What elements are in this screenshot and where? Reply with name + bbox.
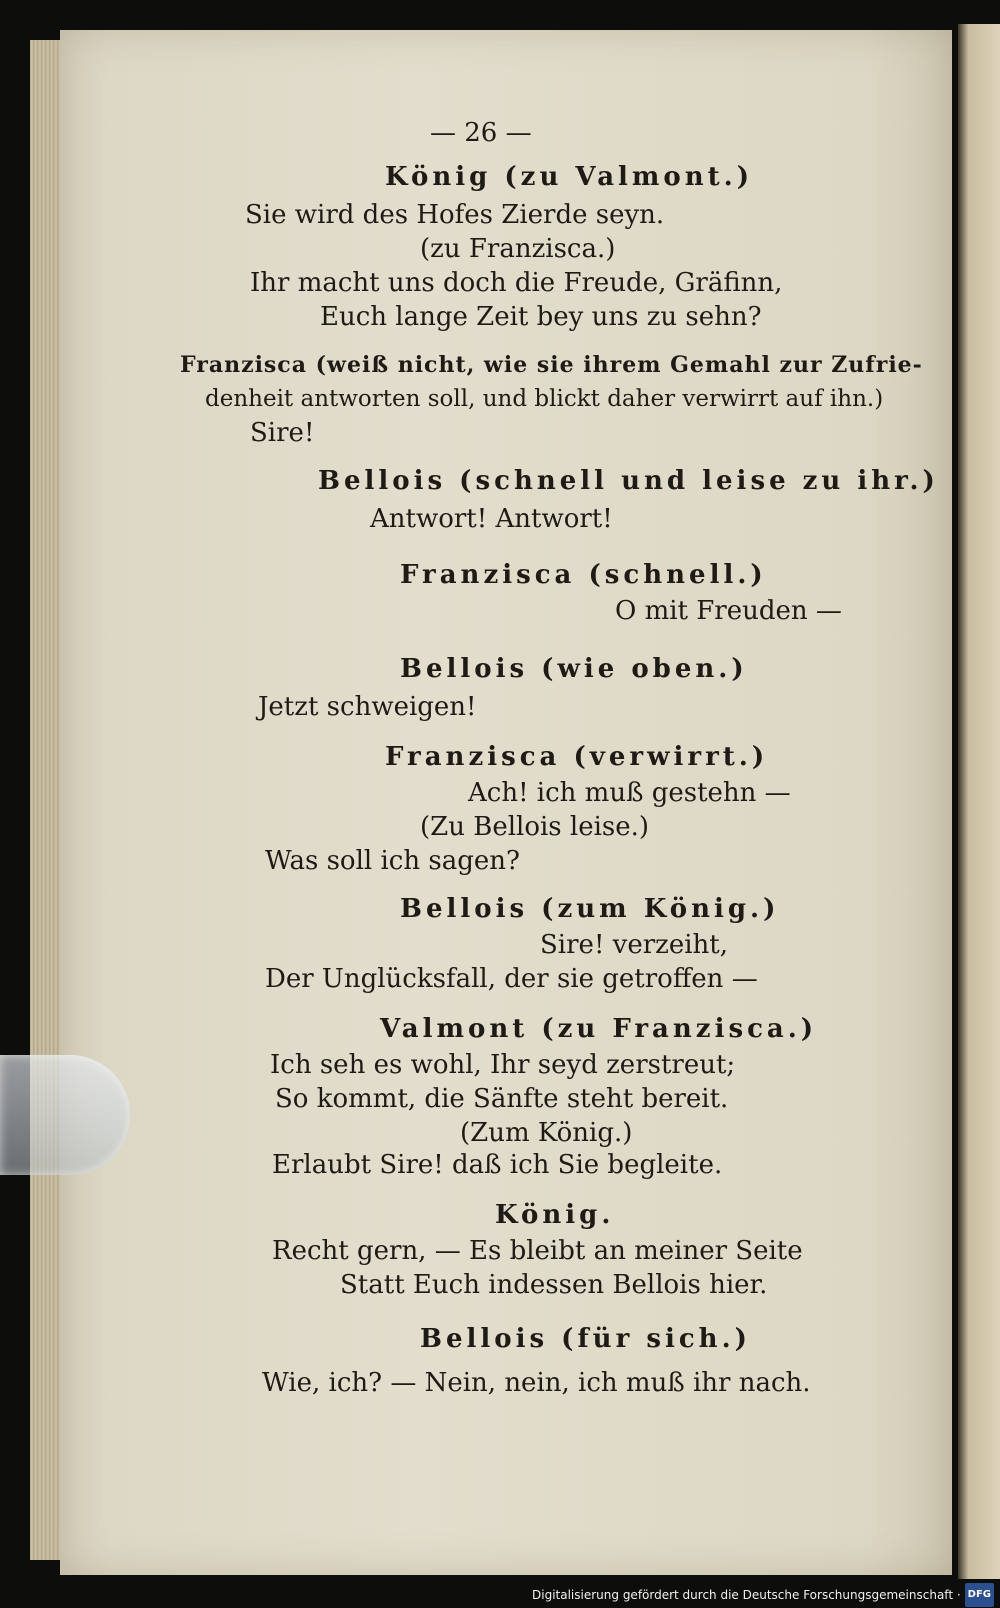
- speaker-line: Valmont (zu Franzisca.): [380, 1014, 818, 1044]
- stage-direction: (zu Franzisca.): [420, 234, 616, 264]
- verse-line: Der Unglücksfall, der sie getroffen —: [265, 964, 758, 994]
- speaker-line: Franzisca (verwirrt.): [385, 742, 769, 772]
- verse-line: Ich seh es wohl, Ihr seyd zerstreut;: [270, 1050, 736, 1080]
- verse-line: Sire!: [250, 418, 315, 448]
- verse-line: Erlaubt Sire! daß ich Sie begleite.: [272, 1150, 723, 1180]
- digitization-footer: [532, 1584, 994, 1606]
- speaker-line: König (zu Valmont.): [385, 162, 754, 192]
- verse-line: Was soll ich sagen?: [265, 846, 520, 876]
- footer-credit: Digitalisierung gefördert durch die Deutsche Forschungsgemeinschaft ·: [532, 1588, 961, 1602]
- verse-line: Ihr macht uns doch die Freude, Gräfinn,: [250, 268, 783, 298]
- speaker-line: Franzisca (schnell.): [400, 560, 767, 590]
- verse-line: Antwort! Antwort!: [370, 504, 613, 534]
- verse-line: So kommt, die Sänfte steht bereit.: [275, 1084, 729, 1114]
- stage-direction: (Zum König.): [460, 1118, 633, 1148]
- verse-line: Euch lange Zeit bey uns zu sehn?: [320, 302, 762, 332]
- speaker-line: Bellois (für sich.): [420, 1324, 751, 1354]
- verse-line: Jetzt schweigen!: [258, 692, 477, 722]
- speaker-line: König.: [495, 1200, 615, 1230]
- verse-line: Ach! ich muß gestehn —: [468, 778, 791, 808]
- speaker-line: Bellois (wie oben.): [400, 654, 748, 684]
- adjacent-page-edge: [958, 24, 1000, 1579]
- dfg-logo: DFG: [965, 1583, 994, 1607]
- page-clip: [0, 1055, 130, 1175]
- verse-line: O mit Freuden —: [615, 596, 842, 626]
- verse-line: Statt Euch indessen Bellois hier.: [340, 1270, 768, 1300]
- stage-direction: (Zu Bellois leise.): [420, 812, 650, 842]
- verse-line: Sire! verzeiht,: [540, 930, 729, 960]
- stage-direction: denheit antworten soll, und blickt daher verwirrt auf ihn.): [205, 386, 884, 412]
- verse-line: Recht gern, — Es bleibt an meiner Seite: [272, 1236, 803, 1266]
- speaker-line: Bellois (schnell und leise zu ihr.): [318, 466, 939, 496]
- speaker-line: Franzisca (weiß nicht, wie sie ihrem Gemahl zur Zufrie-: [180, 352, 923, 378]
- page-number: — 26 —: [430, 118, 532, 148]
- verse-line: Sie wird des Hofes Zierde seyn.: [245, 200, 665, 230]
- verse-line: Wie, ich? — Nein, nein, ich muß ihr nach.: [262, 1368, 811, 1398]
- speaker-line: Bellois (zum König.): [400, 894, 780, 924]
